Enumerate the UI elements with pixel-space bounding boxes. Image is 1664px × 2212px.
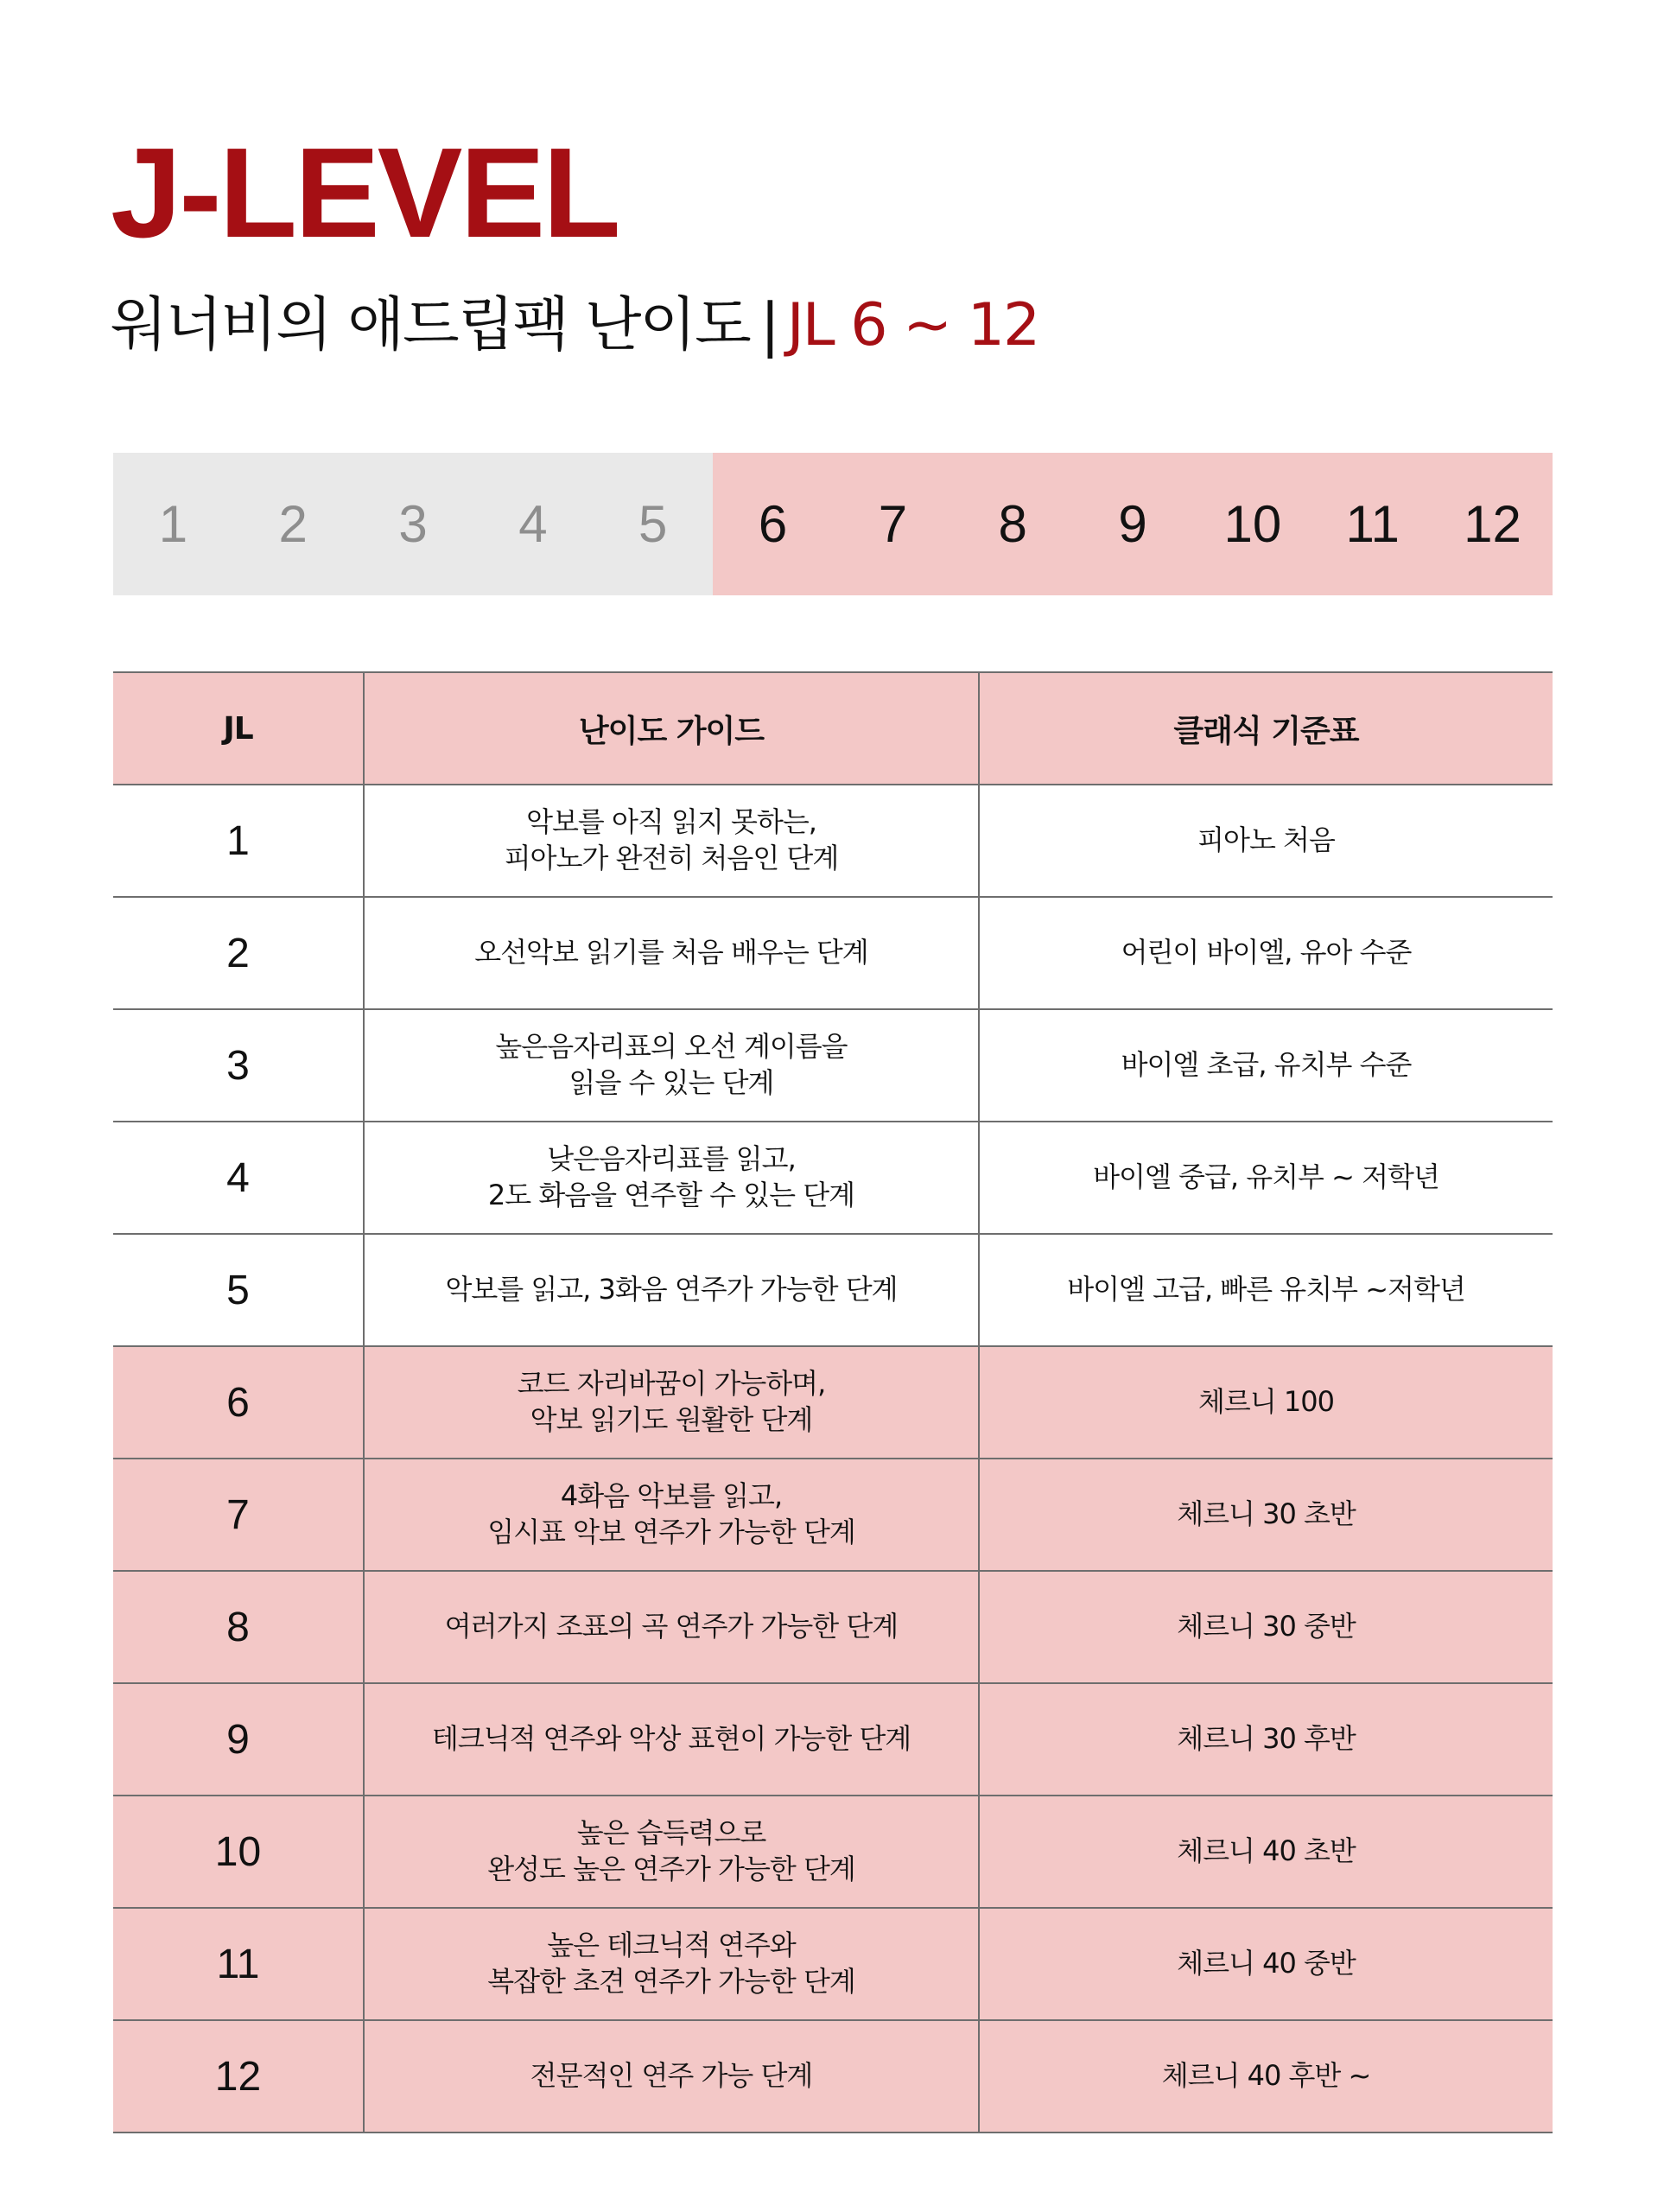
cell-classic: 체르니 100 xyxy=(979,1346,1553,1459)
cell-classic: 체르니 30 후반 xyxy=(979,1683,1553,1796)
table-row xyxy=(113,897,1553,1009)
subtitle-main: 워너비의 애드립팩 난이도 xyxy=(111,291,750,359)
cell-guide: 여러가지 조표의 곡 연주가 가능한 단계 xyxy=(364,1571,979,1683)
level-cell-8: 8 xyxy=(953,453,1073,595)
table-row xyxy=(113,1009,1553,1122)
header-guide: 난이도 가이드 xyxy=(364,672,979,785)
page-subtitle xyxy=(111,291,1039,359)
table-row xyxy=(113,1571,1553,1683)
difficulty-table xyxy=(113,671,1553,2133)
cell-jl: 3 xyxy=(113,1009,364,1122)
cell-jl: 6 xyxy=(113,1346,364,1459)
cell-guide: 높은 테크닉적 연주와 복잡한 초견 연주가 가능한 단계 xyxy=(364,1908,979,2020)
level-cell-11: 11 xyxy=(1312,453,1432,595)
cell-jl: 10 xyxy=(113,1796,364,1908)
cell-jl: 4 xyxy=(113,1122,364,1234)
cell-classic: 체르니 40 후반 ~ xyxy=(979,2020,1553,2133)
table-row xyxy=(113,1908,1553,2020)
cell-classic: 바이엘 중급, 유치부 ~ 저학년 xyxy=(979,1122,1553,1234)
header-classic: 클래식 기준표 xyxy=(979,672,1553,785)
cell-classic: 피아노 처음 xyxy=(979,785,1553,897)
cell-jl: 2 xyxy=(113,897,364,1009)
cell-guide: 악보를 읽고, 3화음 연주가 가능한 단계 xyxy=(364,1234,979,1346)
cell-jl: 9 xyxy=(113,1683,364,1796)
cell-guide: 테크닉적 연주와 악상 표현이 가능한 단계 xyxy=(364,1683,979,1796)
table-row xyxy=(113,2020,1553,2133)
cell-jl: 11 xyxy=(113,1908,364,2020)
level-cell-5: 5 xyxy=(593,453,713,595)
cell-guide: 낮은음자리표를 읽고, 2도 화음을 연주할 수 있는 단계 xyxy=(364,1122,979,1234)
table-row xyxy=(113,1234,1553,1346)
cell-guide: 높은음자리표의 오선 계이름을 읽을 수 있는 단계 xyxy=(364,1009,979,1122)
level-cell-1: 1 xyxy=(113,453,233,595)
cell-classic: 체르니 40 초반 xyxy=(979,1796,1553,1908)
level-cell-12: 12 xyxy=(1432,453,1553,595)
cell-jl: 1 xyxy=(113,785,364,897)
level-cell-4: 4 xyxy=(473,453,593,595)
cell-guide: 4화음 악보를 읽고, 임시표 악보 연주가 가능한 단계 xyxy=(364,1459,979,1571)
subtitle-separator: | xyxy=(759,291,778,359)
cell-guide: 코드 자리바꿈이 가능하며, 악보 읽기도 원활한 단계 xyxy=(364,1346,979,1459)
table-row xyxy=(113,1683,1553,1796)
cell-classic: 체르니 30 중반 xyxy=(979,1571,1553,1683)
cell-classic: 바이엘 초급, 유치부 수준 xyxy=(979,1009,1553,1122)
level-cell-10: 10 xyxy=(1192,453,1312,595)
cell-jl: 5 xyxy=(113,1234,364,1346)
level-scale-bar xyxy=(113,453,1553,595)
table-row xyxy=(113,1796,1553,1908)
table-body xyxy=(113,785,1553,2133)
level-cell-2: 2 xyxy=(233,453,353,595)
table-row xyxy=(113,1122,1553,1234)
cell-guide: 악보를 아직 읽지 못하는, 피아노가 완전히 처음인 단계 xyxy=(364,785,979,897)
cell-classic: 체르니 30 초반 xyxy=(979,1459,1553,1571)
table-row xyxy=(113,1346,1553,1459)
cell-guide: 오선악보 읽기를 처음 배우는 단계 xyxy=(364,897,979,1009)
cell-jl: 8 xyxy=(113,1571,364,1683)
cell-guide: 전문적인 연주 가능 단계 xyxy=(364,2020,979,2133)
cell-jl: 7 xyxy=(113,1459,364,1571)
level-cell-9: 9 xyxy=(1073,453,1193,595)
cell-guide: 높은 습득력으로 완성도 높은 연주가 가능한 단계 xyxy=(364,1796,979,1908)
header-jl: JL xyxy=(113,672,364,785)
cell-classic: 어린이 바이엘, 유아 수준 xyxy=(979,897,1553,1009)
table-header-row xyxy=(113,672,1553,785)
level-cell-3: 3 xyxy=(353,453,473,595)
cell-classic: 바이엘 고급, 빠른 유치부 ~저학년 xyxy=(979,1234,1553,1346)
subtitle-range: JL 6 ~ 12 xyxy=(786,291,1039,359)
table-row xyxy=(113,785,1553,897)
level-cell-6: 6 xyxy=(713,453,833,595)
table-row xyxy=(113,1459,1553,1571)
cell-jl: 12 xyxy=(113,2020,364,2133)
level-cell-7: 7 xyxy=(833,453,953,595)
brand-title: J-LEVEL xyxy=(111,122,619,264)
cell-classic: 체르니 40 중반 xyxy=(979,1908,1553,2020)
